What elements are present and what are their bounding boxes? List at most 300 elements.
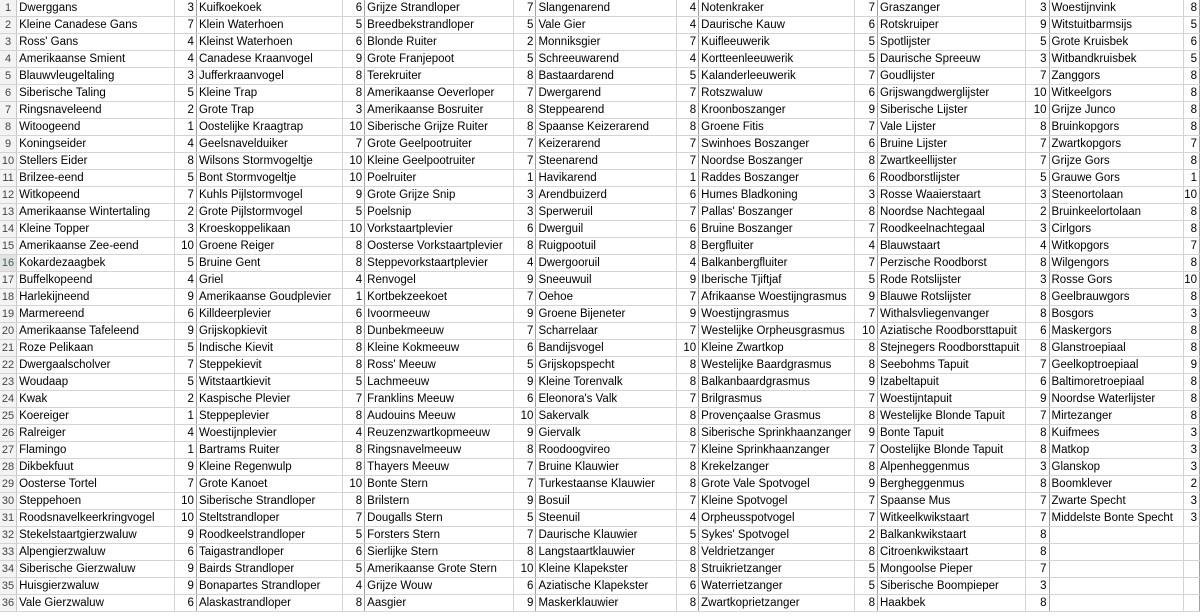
cell-name[interactable]: Bergfluiter [699,238,855,255]
cell-name[interactable]: Steenuil [536,510,677,527]
cell-value[interactable]: 4 [677,51,699,68]
cell-value[interactable]: 8 [1184,153,1200,170]
cell-name[interactable]: Boomklever [1049,476,1184,493]
cell-name[interactable]: Grote Kanoet [196,476,342,493]
cell-value[interactable]: 8 [677,102,699,119]
cell-name[interactable]: Iberische Tjiftjaf [699,272,855,289]
cell-value[interactable]: 8 [343,85,365,102]
cell-name[interactable]: Kleine Regenwulp [196,459,342,476]
cell-name[interactable]: Slangenarend [536,0,677,17]
cell-value[interactable]: 7 [514,459,536,476]
cell-name[interactable]: Bairds Strandloper [196,561,342,578]
cell-value[interactable]: 10 [514,408,536,425]
cell-value[interactable]: 8 [855,544,878,561]
cell-name[interactable]: Aziatische Roodborsttapuit [877,323,1025,340]
cell-value[interactable]: 8 [1184,323,1200,340]
cell-value[interactable]: 6 [677,578,699,595]
cell-value[interactable]: 4 [514,255,536,272]
cell-value[interactable]: 8 [1026,476,1049,493]
cell-name[interactable]: Rode Rotslijster [877,272,1025,289]
cell-value[interactable]: 6 [514,578,536,595]
cell-name[interactable]: Oostelijke Blonde Tapuit [877,442,1025,459]
cell-name[interactable]: Balkanbaardgrasmus [699,374,855,391]
cell-name[interactable]: Bonapartes Strandloper [196,578,342,595]
cell-name[interactable]: Kuifkoekoek [196,0,342,17]
cell-name[interactable]: Amerikaanse Grote Stern [365,561,514,578]
cell-value[interactable]: 9 [514,374,536,391]
cell-name[interactable]: Kortteenleeuwerik [699,51,855,68]
cell-name[interactable]: Bandijsvogel [536,340,677,357]
cell-name[interactable]: Kleine Klapekster [536,561,677,578]
cell-value[interactable]: 3 [1184,459,1200,476]
cell-value[interactable]: 1 [174,442,196,459]
cell-value[interactable]: 7 [1026,357,1049,374]
cell-value[interactable]: 8 [677,425,699,442]
cell-name[interactable]: Roodborstlijster [877,170,1025,187]
cell-value[interactable]: 7 [855,493,878,510]
cell-name[interactable]: Swinhoes Boszanger [699,136,855,153]
cell-name[interactable]: Amerikaanse Wintertaling [17,204,175,221]
cell-value[interactable]: 7 [514,85,536,102]
cell-name[interactable]: Steppearend [536,102,677,119]
cell-value[interactable]: 9 [174,323,196,340]
row-header[interactable]: 25 [0,408,17,425]
cell-value[interactable]: 3 [174,221,196,238]
cell-name[interactable]: Westelijke Blonde Tapuit [877,408,1025,425]
cell-value[interactable]: 8 [855,595,878,612]
cell-value[interactable]: 8 [343,408,365,425]
cell-value[interactable]: 6 [343,544,365,561]
cell-name[interactable]: Siberische Sprinkhaanzanger [699,425,855,442]
cell-value[interactable]: 9 [855,289,878,306]
cell-name[interactable]: Koningseider [17,136,175,153]
cell-value[interactable]: 8 [855,340,878,357]
cell-value[interactable]: 7 [855,0,878,17]
cell-value[interactable]: 5 [855,272,878,289]
cell-value[interactable]: 7 [1026,153,1049,170]
cell-name[interactable]: Brilgrasmus [699,391,855,408]
cell-name[interactable]: Indische Kievit [196,340,342,357]
cell-name[interactable]: Woestijntapuit [877,391,1025,408]
cell-value[interactable]: 8 [1026,544,1049,561]
cell-name[interactable]: Grijskopkievit [196,323,342,340]
cell-value[interactable]: 9 [855,374,878,391]
cell-name[interactable]: Flamingo [17,442,175,459]
cell-value[interactable]: 8 [343,493,365,510]
row-header[interactable]: 11 [0,170,17,187]
cell-name[interactable]: Blauwe Rotslijster [877,289,1025,306]
cell-value[interactable] [1184,561,1200,578]
cell-value[interactable]: 9 [1026,17,1049,34]
cell-name[interactable]: Dwerguil [536,221,677,238]
row-header[interactable]: 20 [0,323,17,340]
cell-value[interactable]: 7 [174,357,196,374]
cell-value[interactable]: 10 [343,221,365,238]
cell-name[interactable]: Dikbekfuut [17,459,175,476]
cell-value[interactable]: 8 [855,357,878,374]
cell-value[interactable]: 6 [1184,34,1200,51]
cell-name[interactable]: Sperweruil [536,204,677,221]
cell-value[interactable]: 1 [174,119,196,136]
cell-name[interactable]: Ross' Meeuw [365,357,514,374]
cell-value[interactable]: 4 [343,578,365,595]
cell-name[interactable]: Seebohms Tapuit [877,357,1025,374]
cell-name[interactable]: Mirtezanger [1049,408,1184,425]
cell-value[interactable]: 1 [174,408,196,425]
cell-value[interactable]: 4 [1026,238,1049,255]
cell-name[interactable]: Alpengierzwaluw [17,544,175,561]
cell-name[interactable]: Poelruiter [365,170,514,187]
cell-value[interactable]: 10 [174,510,196,527]
row-header[interactable]: 36 [0,595,17,612]
cell-value[interactable]: 9 [1184,357,1200,374]
cell-value[interactable]: 1 [343,289,365,306]
cell-name[interactable]: Witkeelkwikstaart [877,510,1025,527]
cell-value[interactable]: 8 [1184,68,1200,85]
row-header[interactable]: 33 [0,544,17,561]
cell-value[interactable]: 5 [855,34,878,51]
cell-value[interactable]: 7 [855,391,878,408]
row-header[interactable]: 17 [0,272,17,289]
cell-value[interactable]: 8 [1026,595,1049,612]
cell-value[interactable]: 7 [514,527,536,544]
row-header[interactable]: 23 [0,374,17,391]
cell-name[interactable]: Alaskastrandloper [196,595,342,612]
cell-value[interactable]: 10 [343,476,365,493]
cell-name[interactable]: Blauwvleugeltaling [17,68,175,85]
cell-name[interactable]: Bonte Stern [365,476,514,493]
cell-value[interactable]: 9 [855,425,878,442]
cell-value[interactable]: 10 [514,561,536,578]
cell-value[interactable]: 4 [677,255,699,272]
cell-name[interactable]: Brilstern [365,493,514,510]
cell-name[interactable]: Vale Gier [536,17,677,34]
cell-name[interactable]: Noordse Boszanger [699,153,855,170]
cell-value[interactable]: 8 [855,204,878,221]
cell-value[interactable]: 5 [855,578,878,595]
cell-name[interactable]: Groene Fitis [699,119,855,136]
cell-value[interactable]: 7 [855,255,878,272]
cell-value[interactable]: 9 [514,272,536,289]
cell-value[interactable]: 7 [1184,238,1200,255]
cell-value[interactable]: 8 [174,153,196,170]
row-header[interactable]: 28 [0,459,17,476]
cell-value[interactable]: 5 [514,357,536,374]
cell-value[interactable]: 4 [343,425,365,442]
cell-value[interactable]: 8 [855,153,878,170]
cell-name[interactable]: Pallas' Boszanger [699,204,855,221]
row-header[interactable]: 8 [0,119,17,136]
cell-name[interactable]: Monniksgier [536,34,677,51]
row-header[interactable]: 14 [0,221,17,238]
cell-value[interactable]: 8 [1026,442,1049,459]
cell-value[interactable]: 7 [514,153,536,170]
cell-name[interactable]: Alpenheggenmus [877,459,1025,476]
cell-value[interactable]: 8 [677,561,699,578]
cell-name[interactable]: Ralreiger [17,425,175,442]
row-header[interactable]: 29 [0,476,17,493]
row-header[interactable]: 15 [0,238,17,255]
cell-value[interactable]: 7 [677,85,699,102]
cell-value[interactable]: 3 [1026,51,1049,68]
cell-value[interactable]: 7 [514,136,536,153]
cell-name[interactable]: Kleine Torenvalk [536,374,677,391]
row-header[interactable]: 27 [0,442,17,459]
cell-value[interactable]: 5 [174,170,196,187]
cell-value[interactable]: 4 [174,51,196,68]
cell-name[interactable]: Koereiger [17,408,175,425]
cell-name[interactable]: Kalanderleeuwerik [699,68,855,85]
cell-value[interactable]: 10 [1026,102,1049,119]
cell-value[interactable]: 2 [1026,204,1049,221]
cell-name[interactable]: Daurische Kauw [699,17,855,34]
cell-value[interactable]: 6 [677,221,699,238]
cell-value[interactable]: 8 [1184,85,1200,102]
cell-name[interactable]: Siberische Grijze Ruiter [365,119,514,136]
row-header[interactable]: 22 [0,357,17,374]
cell-value[interactable]: 3 [1184,306,1200,323]
cell-value[interactable]: 7 [855,68,878,85]
cell-name[interactable]: Steppekievit [196,357,342,374]
cell-value[interactable]: 5 [1026,34,1049,51]
cell-name[interactable]: Amerikaanse Smient [17,51,175,68]
cell-name[interactable]: Amerikaanse Tafeleend [17,323,175,340]
row-header[interactable]: 24 [0,391,17,408]
cell-name[interactable]: Bruine Lijster [877,136,1025,153]
cell-value[interactable]: 5 [855,561,878,578]
cell-name[interactable]: Amerikaanse Bosruiter [365,102,514,119]
cell-name[interactable]: Giervalk [536,425,677,442]
cell-name[interactable]: Brilzee-eend [17,170,175,187]
cell-name[interactable]: Geelsnavelduiker [196,136,342,153]
cell-value[interactable]: 8 [514,544,536,561]
cell-value[interactable]: 8 [1184,119,1200,136]
cell-name[interactable] [1049,595,1184,612]
cell-name[interactable]: Zwartkoprietzanger [699,595,855,612]
cell-value[interactable]: 7 [855,119,878,136]
cell-value[interactable]: 5 [343,527,365,544]
cell-name[interactable] [1049,544,1184,561]
cell-value[interactable]: 9 [677,272,699,289]
cell-name[interactable]: Kleine Topper [17,221,175,238]
cell-value[interactable]: 9 [855,102,878,119]
cell-value[interactable]: 2 [174,391,196,408]
cell-value[interactable]: 5 [174,374,196,391]
cell-value[interactable]: 6 [514,391,536,408]
cell-value[interactable]: 7 [855,306,878,323]
cell-name[interactable]: Jufferkraanvogel [196,68,342,85]
cell-name[interactable]: Siberische Boompieper [877,578,1025,595]
cell-value[interactable]: 6 [514,340,536,357]
cell-value[interactable]: 8 [514,238,536,255]
cell-name[interactable]: Kokardezaagbek [17,255,175,272]
cell-value[interactable]: 7 [677,204,699,221]
cell-name[interactable]: Raddes Boszanger [699,170,855,187]
cell-value[interactable]: 10 [174,238,196,255]
cell-value[interactable]: 9 [855,476,878,493]
cell-name[interactable]: Witkopeend [17,187,175,204]
cell-value[interactable]: 6 [174,595,196,612]
cell-value[interactable]: 7 [1026,136,1049,153]
cell-value[interactable]: 8 [1184,391,1200,408]
cell-value[interactable]: 7 [677,493,699,510]
cell-value[interactable]: 3 [1026,578,1049,595]
cell-value[interactable]: 9 [174,289,196,306]
cell-value[interactable]: 7 [1026,561,1049,578]
cell-name[interactable]: Withalsvliegenvanger [877,306,1025,323]
cell-name[interactable]: Kleine Trap [196,85,342,102]
row-header[interactable]: 31 [0,510,17,527]
cell-name[interactable]: Kaspische Plevier [196,391,342,408]
cell-name[interactable]: Ross' Gans [17,34,175,51]
cell-value[interactable]: 8 [1026,255,1049,272]
cell-value[interactable]: 9 [514,425,536,442]
cell-name[interactable]: Scharrelaar [536,323,677,340]
cell-value[interactable]: 3 [1184,493,1200,510]
cell-value[interactable]: 5 [855,51,878,68]
row-header[interactable]: 18 [0,289,17,306]
cell-value[interactable]: 8 [343,459,365,476]
cell-name[interactable]: Bruinkopgors [1049,119,1184,136]
cell-value[interactable]: 6 [514,221,536,238]
cell-value[interactable]: 7 [677,442,699,459]
cell-value[interactable]: 8 [677,408,699,425]
cell-name[interactable]: Bont Stormvogeltje [196,170,342,187]
row-header[interactable]: 12 [0,187,17,204]
cell-value[interactable]: 8 [1184,374,1200,391]
cell-value[interactable]: 5 [174,85,196,102]
row-header[interactable]: 26 [0,425,17,442]
cell-value[interactable]: 8 [343,68,365,85]
cell-value[interactable]: 6 [343,0,365,17]
cell-name[interactable]: Witoogeend [17,119,175,136]
cell-value[interactable]: 3 [174,68,196,85]
cell-value[interactable]: 8 [343,255,365,272]
cell-name[interactable]: Turkestaanse Klauwier [536,476,677,493]
cell-value[interactable]: 5 [514,17,536,34]
cell-name[interactable]: Grijze Junco [1049,102,1184,119]
cell-value[interactable]: 6 [343,34,365,51]
cell-value[interactable]: 5 [343,17,365,34]
cell-name[interactable]: Eleonora's Valk [536,391,677,408]
cell-name[interactable]: Harlekijneend [17,289,175,306]
cell-name[interactable]: Aasgier [365,595,514,612]
cell-name[interactable]: Bartrams Ruiter [196,442,342,459]
cell-value[interactable]: 5 [1184,17,1200,34]
cell-name[interactable]: Wilsons Stormvogeltje [196,153,342,170]
cell-name[interactable]: Dwergaalscholver [17,357,175,374]
cell-name[interactable]: Grauwe Gors [1049,170,1184,187]
row-header[interactable]: 35 [0,578,17,595]
cell-name[interactable]: Grote Grijze Snip [365,187,514,204]
row-header[interactable]: 1 [0,0,17,17]
cell-name[interactable]: Stekelstaartgierzwaluw [17,527,175,544]
cell-value[interactable]: 8 [1184,340,1200,357]
cell-value[interactable]: 4 [174,34,196,51]
cell-name[interactable]: Notenkraker [699,0,855,17]
cell-value[interactable]: 8 [1026,527,1049,544]
cell-name[interactable]: Groene Bijeneter [536,306,677,323]
cell-name[interactable]: Glanstroepiaal [1049,340,1184,357]
cell-name[interactable]: Reuzenzwartkopmeeuw [365,425,514,442]
cell-value[interactable]: 7 [514,476,536,493]
cell-value[interactable]: 10 [855,323,878,340]
cell-name[interactable]: Grote Vale Spotvogel [699,476,855,493]
cell-name[interactable]: Daurische Spreeuw [877,51,1025,68]
cell-value[interactable]: 6 [855,17,878,34]
cell-value[interactable]: 9 [514,306,536,323]
cell-name[interactable]: Poelsnip [365,204,514,221]
cell-name[interactable]: Dougalls Stern [365,510,514,527]
cell-value[interactable]: 8 [677,238,699,255]
cell-name[interactable]: Dwerggans [17,0,175,17]
cell-name[interactable]: Ringsnaveleend [17,102,175,119]
cell-name[interactable]: Izabeltapuit [877,374,1025,391]
cell-value[interactable]: 9 [174,561,196,578]
cell-name[interactable]: Vale Lijster [877,119,1025,136]
cell-name[interactable]: Amerikaanse Goudplevier [196,289,342,306]
cell-name[interactable]: Waterrietzanger [699,578,855,595]
cell-name[interactable]: Provençaalse Grasmus [699,408,855,425]
cell-name[interactable]: Kleine Canadese Gans [17,17,175,34]
row-header[interactable]: 34 [0,561,17,578]
cell-value[interactable]: 5 [343,561,365,578]
cell-value[interactable]: 8 [1184,289,1200,306]
cell-name[interactable]: Siberische Lijster [877,102,1025,119]
cell-value[interactable]: 7 [343,510,365,527]
cell-name[interactable]: Cirlgors [1049,221,1184,238]
cell-value[interactable]: 6 [677,187,699,204]
cell-value[interactable]: 3 [514,204,536,221]
cell-value[interactable]: 3 [1026,0,1049,17]
cell-name[interactable]: Grote Kruisbek [1049,34,1184,51]
cell-name[interactable]: Witkeelgors [1049,85,1184,102]
cell-value[interactable]: 6 [343,306,365,323]
cell-name[interactable] [1049,527,1184,544]
cell-value[interactable]: 10 [343,153,365,170]
cell-name[interactable]: Woestijnvink [1049,0,1184,17]
cell-name[interactable]: Siberische Gierzwaluw [17,561,175,578]
cell-value[interactable] [1184,578,1200,595]
cell-value[interactable]: 4 [677,17,699,34]
cell-value[interactable]: 2 [514,34,536,51]
cell-name[interactable]: Vorkstaartplevier [365,221,514,238]
cell-value[interactable]: 3 [1026,187,1049,204]
cell-value[interactable]: 8 [855,408,878,425]
cell-name[interactable]: Humes Bladkoning [699,187,855,204]
cell-name[interactable]: Middelste Bonte Specht [1049,510,1184,527]
cell-value[interactable]: 7 [174,187,196,204]
cell-value[interactable]: 2 [174,102,196,119]
cell-name[interactable]: Griel [196,272,342,289]
cell-value[interactable]: 7 [514,323,536,340]
cell-name[interactable]: Buffelkopeend [17,272,175,289]
cell-value[interactable]: 7 [855,221,878,238]
cell-name[interactable]: Dwergooruil [536,255,677,272]
cell-name[interactable]: Mongoolse Pieper [877,561,1025,578]
cell-name[interactable]: Taigastrandloper [196,544,342,561]
cell-name[interactable]: Steltstrandloper [196,510,342,527]
cell-name[interactable]: Renvogel [365,272,514,289]
cell-value[interactable]: 5 [174,340,196,357]
cell-value[interactable]: 8 [343,323,365,340]
cell-value[interactable]: 1 [677,170,699,187]
cell-value[interactable]: 4 [174,425,196,442]
cell-name[interactable]: Blonde Ruiter [365,34,514,51]
cell-name[interactable]: Sierlijke Stern [365,544,514,561]
cell-name[interactable]: Grijze Wouw [365,578,514,595]
cell-name[interactable]: Groene Reiger [196,238,342,255]
